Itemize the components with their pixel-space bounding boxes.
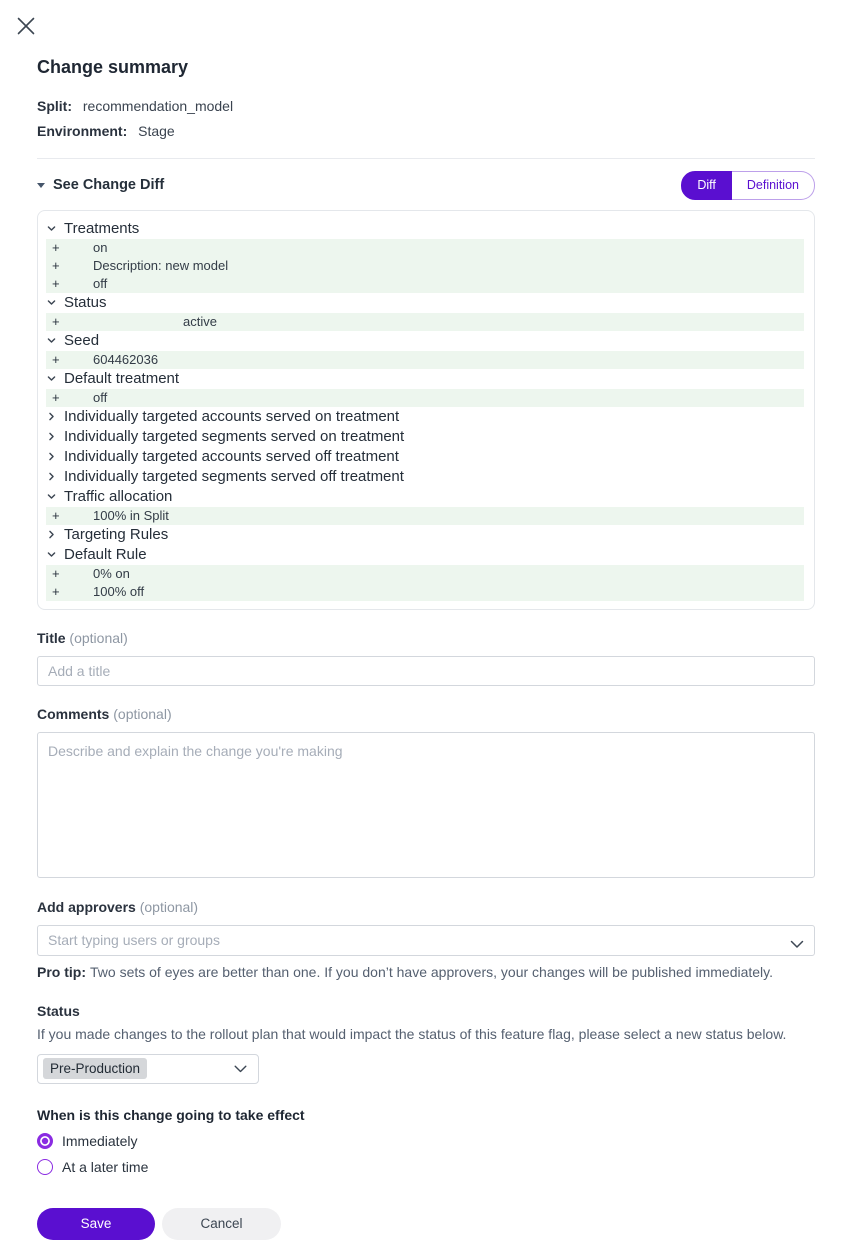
diff-row[interactable] (46, 525, 804, 545)
status-label: Status (37, 1002, 80, 1019)
see-change-diff-label: See Change Diff (53, 177, 165, 194)
diff-row[interactable] (46, 293, 804, 313)
save-button[interactable]: Save (37, 1208, 155, 1240)
diff-row (46, 389, 804, 407)
diff-added-icon: + (52, 508, 60, 523)
diff-section-label: Individually targeted accounts served on treatment (64, 408, 400, 425)
comments-field-label: Comments (optional) (37, 705, 172, 722)
diff-added-value: Description: new model (93, 258, 229, 273)
chevron-right-icon (46, 411, 64, 422)
diff-row[interactable] (46, 447, 804, 467)
diff-row (46, 257, 804, 275)
environment-meta-row (37, 123, 815, 139)
comments-textarea[interactable] (37, 732, 815, 878)
cancel-button[interactable]: Cancel (162, 1208, 281, 1240)
diff-added-icon: + (52, 584, 60, 599)
radio-label: At a later time (62, 1158, 149, 1175)
radio-label: Immediately (62, 1132, 138, 1149)
diff-row[interactable] (46, 487, 804, 507)
diff-section-label: Status (64, 294, 107, 311)
radio-selected-icon[interactable] (37, 1133, 53, 1149)
title-field-label: Title (optional) (37, 629, 128, 646)
chevron-right-icon (46, 431, 64, 442)
diff-section-label: Individually targeted accounts served off treatment (64, 448, 399, 465)
diff-definition-toggle (681, 171, 815, 200)
diff-row[interactable] (46, 331, 804, 351)
diff-section-label: Traffic allocation (64, 488, 173, 505)
approvers-field-block (37, 899, 815, 981)
status-select[interactable] (37, 1054, 259, 1084)
diff-added-value: 604462036 (93, 352, 159, 367)
diff-row (46, 351, 804, 369)
diff-row (46, 275, 804, 293)
diff-added-value: 100% in Split (93, 508, 169, 523)
pro-tip-label: Pro tip: (37, 963, 86, 980)
action-buttons (37, 1208, 815, 1240)
diff-added-icon: + (52, 258, 60, 273)
radio-unselected-icon[interactable] (37, 1159, 53, 1175)
diff-section-label: Individually targeted segments served off treatment (64, 468, 404, 485)
approvers-input[interactable] (37, 925, 815, 956)
environment-label: Environment: (37, 123, 128, 139)
diff-row (46, 313, 804, 331)
close-button[interactable] (14, 14, 38, 38)
approvers-field-label: Add approvers (optional) (37, 898, 199, 915)
diff-row (46, 583, 804, 601)
pro-tip (37, 964, 815, 981)
chevron-down-icon (46, 223, 64, 234)
diff-row[interactable] (46, 369, 804, 389)
chevron-down-icon (46, 373, 64, 384)
diff-row[interactable] (46, 427, 804, 447)
diff-added-icon: + (52, 390, 60, 405)
diff-added-value: on (93, 240, 108, 255)
diff-section-label: Individually targeted segments served on treatment (64, 428, 405, 445)
diff-added-icon: + (52, 276, 60, 291)
diff-added-icon: + (52, 240, 60, 255)
chevron-down-icon (234, 1065, 247, 1073)
diff-section-label: Default Rule (64, 546, 147, 563)
close-icon (16, 16, 36, 36)
diff-panel (37, 210, 815, 610)
title-optional-label: (optional) (69, 629, 128, 646)
diff-section-label: Treatments (64, 220, 140, 237)
diff-added-value: 100% off (93, 584, 145, 599)
comments-field-block (37, 706, 815, 878)
diff-row (46, 507, 804, 525)
triangle-down-icon (37, 183, 45, 188)
diff-added-value: off (93, 390, 108, 405)
chevron-down-icon (46, 549, 64, 560)
diff-row (46, 565, 804, 583)
diff-row[interactable] (46, 219, 804, 239)
tab-definition[interactable]: Definition (732, 171, 815, 200)
chevron-right-icon (46, 471, 64, 482)
split-value: recommendation_model (82, 98, 234, 114)
effect-options (37, 1133, 815, 1175)
status-description: If you made changes to the rollout plan that would impact the status of this feature flag, please select a new status below. (37, 1025, 787, 1042)
diff-added-icon: + (52, 566, 60, 581)
split-meta-row (37, 98, 815, 114)
pro-tip-text: Two sets of eyes are better than one. If you don’t have approvers, your changes will be published immediately. (90, 963, 774, 980)
environment-value: Stage (138, 123, 175, 139)
diff-added-icon: + (52, 314, 60, 329)
diff-added-value: off (93, 276, 108, 291)
title-input[interactable] (37, 656, 815, 686)
comments-optional-label: (optional) (113, 705, 172, 722)
page-title: Change summary (37, 57, 189, 77)
diff-added-value: 0% on (93, 566, 130, 581)
chevron-down-icon (46, 491, 64, 502)
title-field-block (37, 630, 815, 686)
chevron-right-icon (46, 529, 64, 540)
diff-row[interactable] (46, 545, 804, 565)
diff-section-label: Seed (64, 332, 100, 349)
diff-section-label: Targeting Rules (64, 526, 169, 543)
diff-added-icon: + (52, 352, 60, 367)
chevron-right-icon (46, 451, 64, 462)
split-label: Split: (37, 98, 72, 114)
status-selected-chip: Pre-Production (43, 1058, 147, 1079)
chevron-down-icon (46, 297, 64, 308)
diff-section-label: Default treatment (64, 370, 180, 387)
diff-added-value: active (183, 314, 217, 329)
tab-diff[interactable]: Diff (681, 171, 732, 200)
status-section (37, 1003, 815, 1084)
diff-row (46, 239, 804, 257)
approvers-optional-label: (optional) (139, 898, 199, 915)
diff-row[interactable] (46, 467, 804, 487)
diff-row[interactable] (46, 407, 804, 427)
see-change-diff-disclosure[interactable] (37, 177, 164, 193)
chevron-down-icon (46, 335, 64, 346)
radio-option-immediately[interactable] (37, 1133, 815, 1149)
effect-title: When is this change going to take effect (37, 1106, 305, 1123)
radio-option-at-a-later-time[interactable] (37, 1159, 815, 1175)
